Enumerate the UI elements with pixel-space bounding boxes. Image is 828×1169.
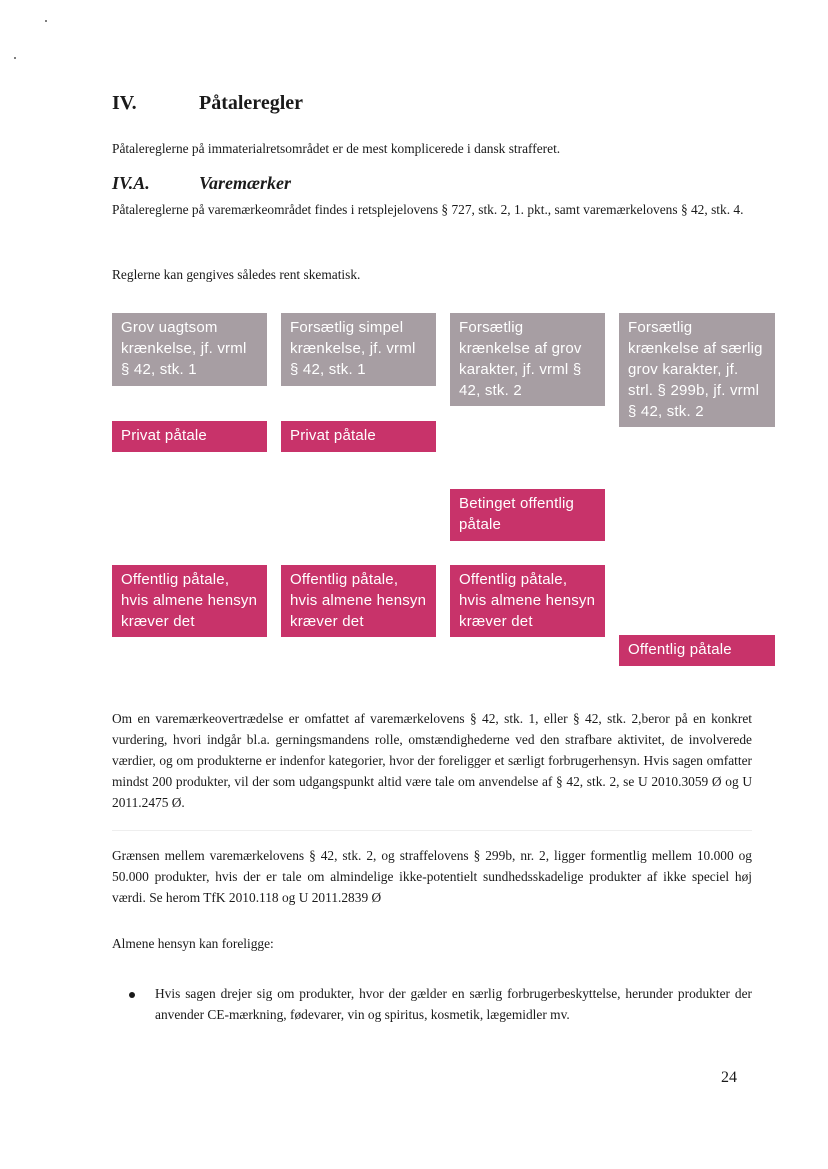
diagram-public-prosecution: Offentlig påtale [619,635,775,666]
scan-speck [14,57,16,59]
bullet-item: Hvis sagen drejer sig om produkter, hvor der gælder en særlig forbrugerbeskyttelse, herunder produkter der anvender CE-mærkning, fødevarer, vin og spiritus, kosmetik, lægemidler mv. [155,986,752,1022]
scan-speck [45,20,47,22]
diagram-private-prosecution: Privat påtale [112,421,267,452]
threshold-paragraph: Grænsen mellem varemærkelovens § 42, stk. 2, og straffelovens § 299b, nr. 2, ligger formentlig mellem 10.000 og 50.000 produkter, hvis der er tale om almindelige ikke-potentielt sundhedsskadelige produkter af ikke speciel høj værdi. Se herom TfK 2010.118 og U 2011.2839 Ø [112,848,752,905]
schematic-intro: Reglerne kan gengives således rent skematisk. [112,267,361,282]
diagram-public-prosecution-if-interest: Offentlig påtale, hvis almene hensyn kræver det [112,565,267,637]
diagram-conditional-public-prosecution: Betinget offentlig påtale [450,489,605,541]
rules-paragraph: Påtalereglerne på varemærkeområdet findes i retsplejelovens § 727, stk. 2, 1. pkt., samt varemærkelovens § 42, stk. 4. [112,202,744,217]
diagram-header-forsaetlig-saerlig-grov: Forsætlig krænkelse af særlig grov karakter, jf. strl. § 299b, jf. vrml § 42, stk. 2 [619,313,775,427]
diagram-private-prosecution: Privat påtale [281,421,436,452]
diagram-public-prosecution-if-interest: Offentlig påtale, hvis almene hensyn kræver det [450,565,605,637]
faint-divider [112,830,752,831]
intro-paragraph: Påtalereglerne på immaterialretsområdet er de mest komplicerede i dansk strafferet. [112,141,561,156]
diagram-header-forsaetlig-grov: Forsætlig krænkelse af grov karakter, jf. vrml § 42, stk. 2 [450,313,605,406]
public-interest-intro: Almene hensyn kan foreligge: [112,936,274,951]
subsection-title: Varemærker [199,173,292,193]
diagram-public-prosecution-if-interest: Offentlig påtale, hvis almene hensyn kræver det [281,565,436,637]
diagram-header-grov-uagtsom: Grov uagtsom krænkelse, jf. vrml § 42, stk. 1 [112,313,267,386]
diagram-header-forsaetlig-simpel: Forsætlig simpel krænkelse, jf. vrml § 42, stk. 1 [281,313,436,386]
assessment-paragraph: Om en varemærkeovertrædelse er omfattet af varemærkelovens § 42, stk. 1, eller § 42, stk. 2,beror på en konkret vurdering, hvori indgår bl.a. gerningsmandens rolle, omstændighederne ved den strafbare aktivitet, de involverede værdier, og om produkterne er indenfor kategorier, hvor der foreligger et særligt forbrugerhensyn. Hvis sagen omfatter mindst 200 produkter, vil der som udgangspunkt altid være tale om anvendelse af § 42, stk. 2, se U 2010.3059 Ø og U 2011.2475 Ø. [112,711,752,810]
subsection-number: IV.A. [112,173,150,193]
bullet-point [129,992,135,998]
page-number: 24 [721,1069,737,1086]
section-title: Påtaleregler [199,92,304,114]
section-number: IV. [112,92,137,114]
